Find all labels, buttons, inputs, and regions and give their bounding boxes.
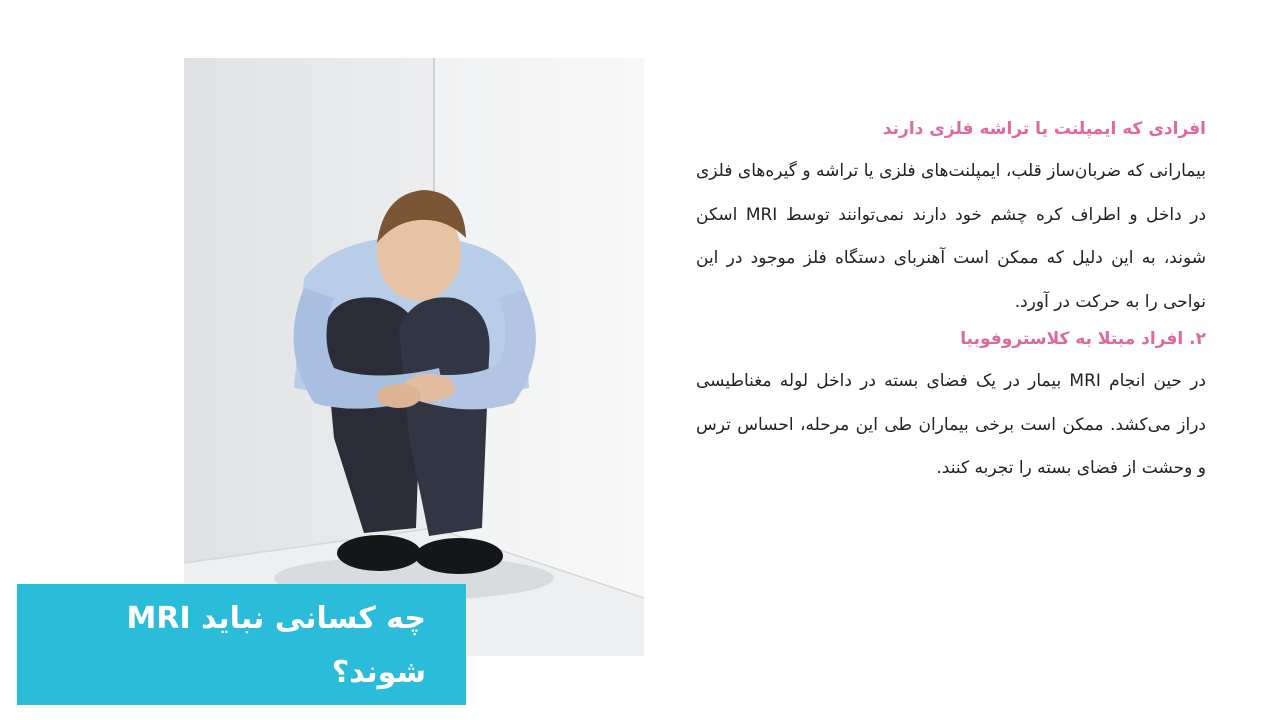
section-heading-implants: افرادی که ایمپلنت یا تراشه فلزی دارند <box>882 119 1206 139</box>
slide-title-box <box>17 584 466 705</box>
anxious-man-in-corner-photo <box>184 58 644 656</box>
paragraph-claustrophobia: در حین انجام MRI بیمار در یک فضای بسته در داخل لوله مغناطیسی دراز می‌کشد. ممکن است برخی بیماران طی این مرحله، احساس ترس و وحشت از فضای بسته را تجربه کنند. <box>696 371 1206 478</box>
slide-title: چه کسانی نباید MRI شوند؟ <box>126 601 426 690</box>
slide-content <box>696 114 1206 491</box>
section-heading-claustrophobia: ۲. افراد مبتلا به کلاستروفوبیا <box>960 329 1206 349</box>
paragraph-implants: بیمارانی که ضربان‌ساز قلب، ایمپلنت‌های فلزی یا تراشه و گیره‌های فلزی در داخل و اطراف کره چشم خود دارند نمی‌توانند توسط MRI اسکن شوند، به این دلیل که ممکن است آهنربای دستگاه فلز موجود در این نواحی را به حرکت در آورد. <box>696 161 1207 312</box>
